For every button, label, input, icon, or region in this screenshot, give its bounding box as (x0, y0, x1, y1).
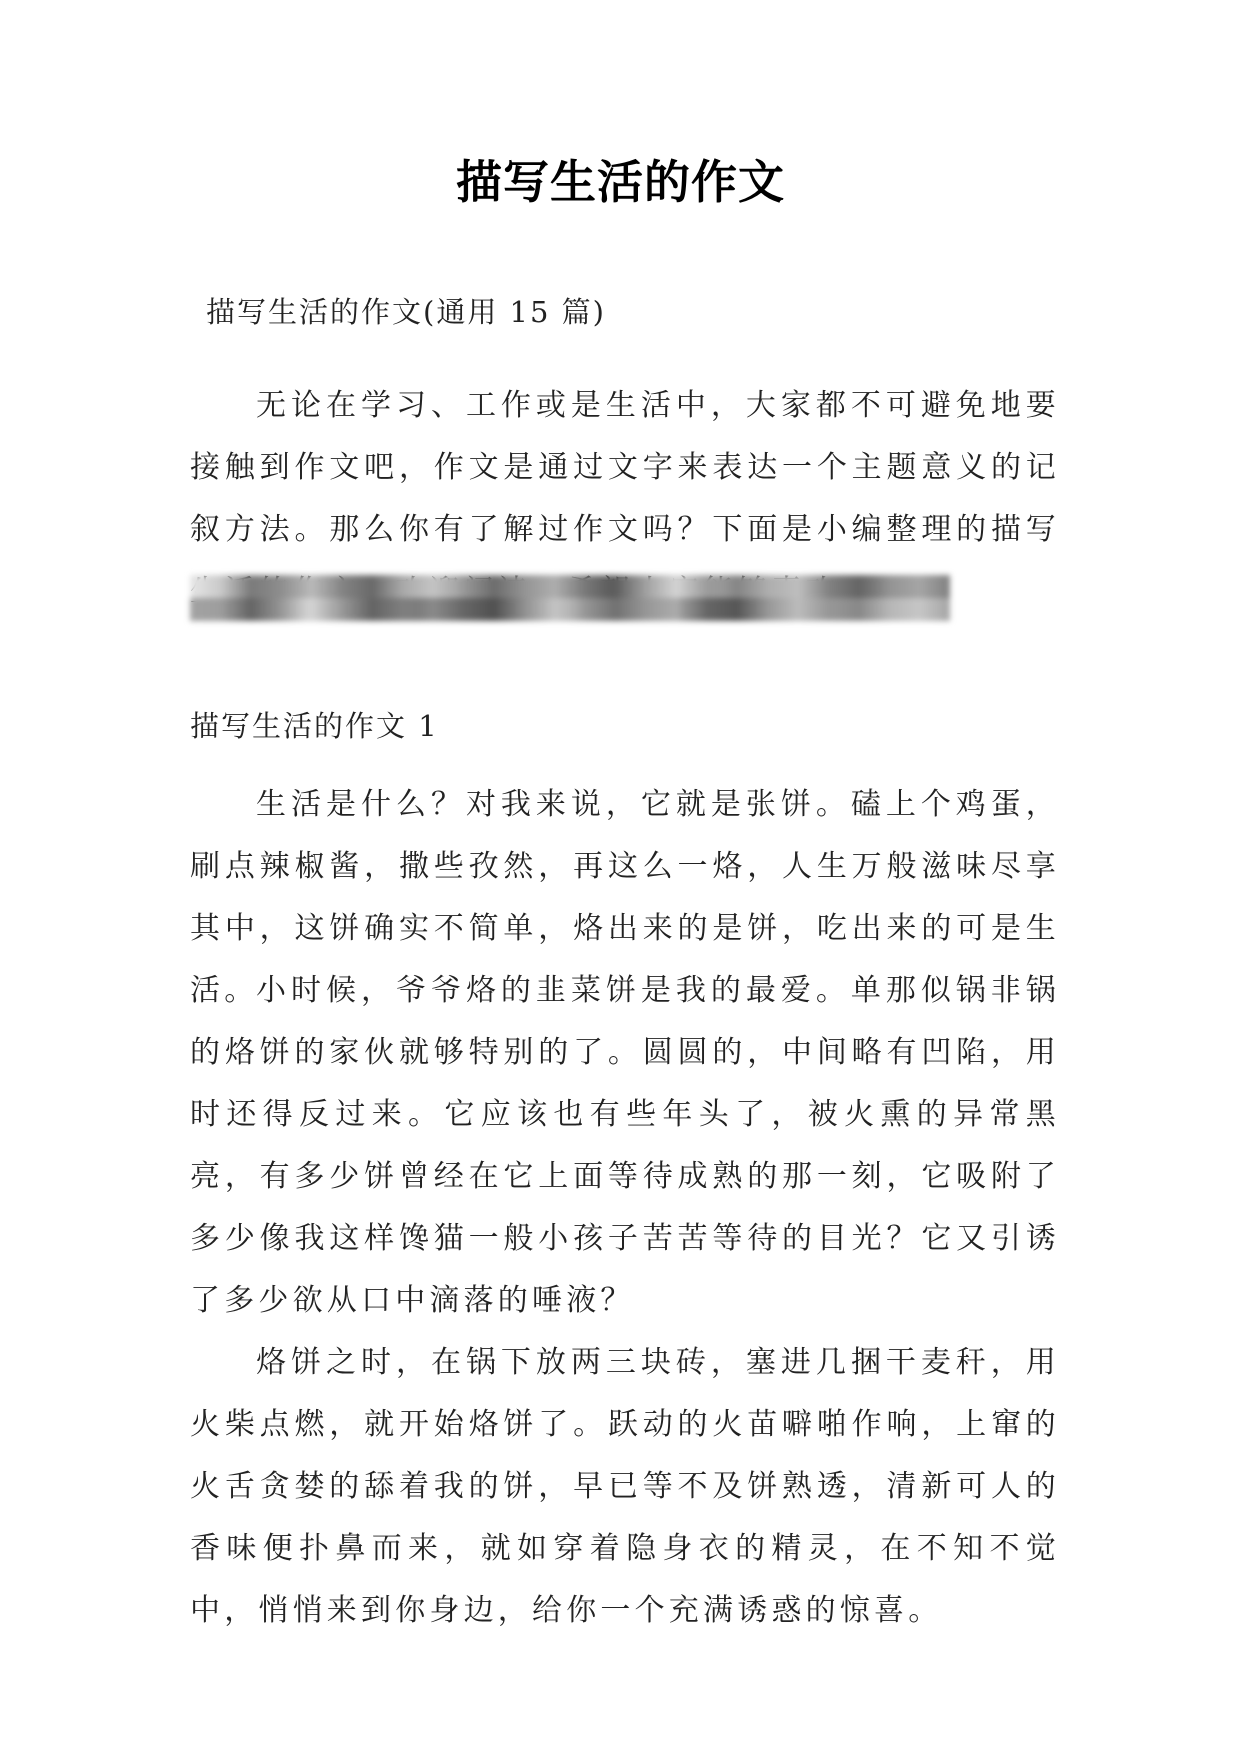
blurred-banner-image (190, 575, 950, 621)
intro-paragraph: 无论在学习、工作或是生活中，大家都不可避免地要接触到作文吧，作文是通过文字来表达一个主题意义的记叙方法。那么你有了解过作文吗？下面是小编整理的描写 (190, 388, 1060, 547)
document-subtitle: 描写生活的作文(通用 15 篇) (206, 295, 606, 329)
body-paragraph: 小时候，爷爷烙的韭菜饼是我的最爱。单那似锅非锅的烙饼的家伙就够特别的了。圆圆的，中间略有凹陷，用时还得反过来。它应该也有些年头了，被火熏的异常黑亮，有多少饼曾经在它上面等待成熟的那一刻，它吸附了多少像我这样馋猫一般小孩子苦苦等待的目光？它又引诱了多少欲从口中滴落的唾液？ (190, 973, 1060, 1318)
image-band-bottom (190, 598, 950, 621)
section-heading: 描写生活的作文 1 (190, 709, 439, 743)
body-paragraph: 烙饼之时，在锅下放两三块砖，塞进几捆干麦秆，用火柴点燃，就开始烙饼了。跃动的火苗噼啪作响，上窜的火舌贪婪的舔着我的饼，早已等不及饼熟透，清新可人的香味便扑鼻而来，就如穿着隐身衣的精灵，在不知不觉中，悄悄来到你身边，给你一个充满诱惑的惊喜。 (190, 1345, 1060, 1628)
image-band-top (190, 575, 950, 598)
body-paragraph: 生活是什么？对我来说，它就是张饼。磕上个鸡蛋，刷点辣椒酱，撒些孜然，再这么一烙，人生万般滋味尽享其中，这饼确实不简单，烙出来的是饼，吃出来的可是生活。 (190, 787, 1060, 1008)
document-title: 描写生活的作文 (456, 155, 785, 209)
